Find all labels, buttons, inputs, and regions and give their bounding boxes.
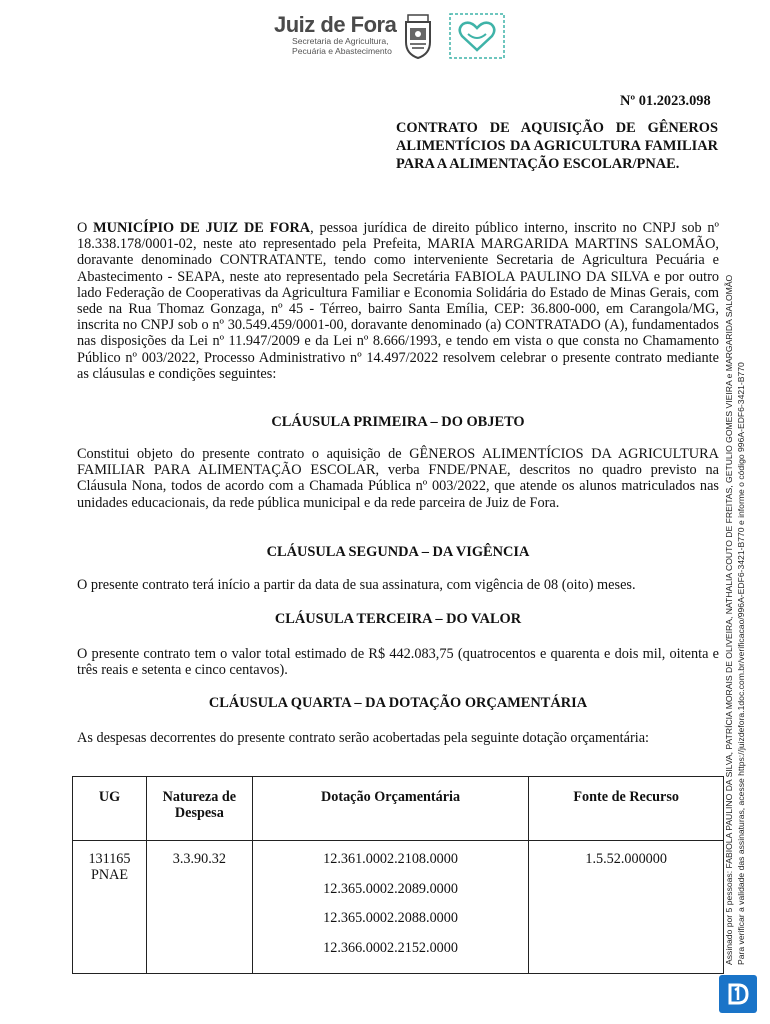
header-dotacao: Dotação Orçamentária: [252, 777, 529, 841]
preamble-lead: O: [77, 220, 94, 236]
dotacao-line: 12.361.0002.2108.0000: [323, 851, 458, 867]
dotacao-line: 12.366.0002.2152.0000: [323, 939, 458, 956]
logo-subtitle-2: Pecuária e Abastecimento: [292, 46, 392, 56]
preamble-paragraph: [77, 220, 719, 382]
contracting-party-name: MUNICÍPIO DE JUIZ DE FORA: [93, 220, 311, 236]
header-natureza: Natureza de Despesa: [146, 777, 252, 841]
table-header-row: [73, 777, 724, 841]
signature-verification-link[interactable]: Para verificar a validade das assinaturas, acesse https://juizdefora.1doc.com.br/verificacao/996A-EDF6-3421-B770 e informe o código 996A-EDF6-3421-B770: [736, 362, 746, 965]
clause-1-title: CLÁUSULA PRIMEIRA – DO OBJETO: [271, 414, 525, 430]
clause-2-text: O presente contrato terá início a partir da data de sua assinatura, com vigência de 08 (oito) meses.: [77, 577, 636, 593]
header-ug: UG: [73, 777, 147, 841]
table-row: [73, 841, 724, 974]
cell-dotacoes: [252, 841, 529, 974]
clause-4-text: As despesas decorrentes do presente contrato serão acobertadas pela seguinte dotação orçamentária:: [77, 730, 650, 746]
cell-ug: 131165 PNAE: [73, 841, 147, 974]
cell-natureza: 3.3.90.32: [146, 841, 252, 974]
1doc-glyph-icon: [725, 981, 751, 1007]
logo-subtitle-1: Secretaria de Agricultura,: [292, 36, 389, 46]
secretariat-logo: [274, 14, 396, 56]
cell-fonte: 1.5.52.000000: [529, 841, 724, 974]
preamble-text: , pessoa jurídica de direito público interno, inscrito no CNPJ sob nº 18.338.178/0001-02, neste ato representado pela Prefeita, MARIA MARGARIDA MARTINS SALOMÃO, doravante denominado CONTRATANTE, tendo como interveniente Secretaria de Agricultura Pecuária e Abastecimento - SEAPA, neste ato representado pela Secretária FABIOLA PAULINO DA SILVA e por outro lado Federação de Cooperativas da Agricultura Familiar e Economia Solidária do Estado de Minas Gerais, com sede na Rua Thomaz Gonzaga, nº 45 - Térreo, bairro Santa Emília, CEP: 36.800-000, em Carangola/MG, inscrita no CNPJ sob o nº 30.549.459/0001-00, doravante denominado (a) CONTRATADO (A), fundamentados nas disposições da Lei nº 11.947/2009 e da Lei nº 8.666/1993, e tendo em vista o que consta no Chamamento Público nº 003/2022, Processo Administrativo nº 14.497/2022 resolvem celebrar o presente contrato mediante as cláusulas e condições seguintes:: [77, 220, 719, 382]
header-fonte: Fonte de Recurso: [529, 777, 724, 841]
clause-3-text: O presente contrato tem o valor total estimado de R$ 442.083,75 (quatrocentos e quarenta e dois mil, oitenta e três reais e setenta e cinco centavos).: [77, 646, 719, 679]
budget-allocation-table: [72, 776, 724, 974]
dotacao-line: 12.365.0002.2089.0000: [323, 880, 458, 897]
clause-3-title: CLÁUSULA TERCEIRA – DO VALOR: [274, 611, 522, 627]
pnae-heart-logo-icon: [448, 12, 506, 60]
1doc-logo-icon[interactable]: [719, 975, 757, 1013]
coat-of-arms-icon: [400, 12, 436, 60]
clause-4-title: CLÁUSULA QUARTA – DA DOTAÇÃO ORÇAMENTÁRIA: [208, 695, 588, 711]
clause-2-title: CLÁUSULA SEGUNDA – DA VIGÊNCIA: [266, 544, 530, 560]
logo-title: Juiz de Fora: [274, 12, 397, 37]
clause-1-text: Constitui objeto do presente contrato o aquisição de GÊNEROS ALIMENTÍCIOS DA AGRICULTURA FAMILIAR PARA ALIMENTAÇÃO ESCOLAR, verba FNDE/PNAE, descritos no quadro previsto na Cláusula Nona, todos de acordo com a Chamada Pública nº 003/2022, que atende os alunos matriculados nas unidades educacionais, da rede pública municipal e da rede parceira de Juiz de Fora.: [77, 446, 719, 511]
document-header: [270, 8, 510, 68]
contract-number: Nº 01.2023.098: [620, 93, 711, 109]
dotacao-line: 12.365.0002.2088.0000: [323, 910, 458, 926]
contract-title: CONTRATO DE AQUISIÇÃO DE GÊNEROS ALIMENTÍCIOS DA AGRICULTURA FAMILIAR PARA A ALIMENTAÇÃO ESCOLAR/PNAE.: [396, 120, 718, 172]
signature-stamp-line-1: Assinado por 5 pessoas: FABIOLA PAULINO DA SILVA, PATRÍCIA MORAIS DE OLIVEIRA, NATHALIA COUTO DE FREITAS, GETULIO GOMES VIEIRA e MARGARIDA SALOMÃO: [724, 274, 734, 965]
